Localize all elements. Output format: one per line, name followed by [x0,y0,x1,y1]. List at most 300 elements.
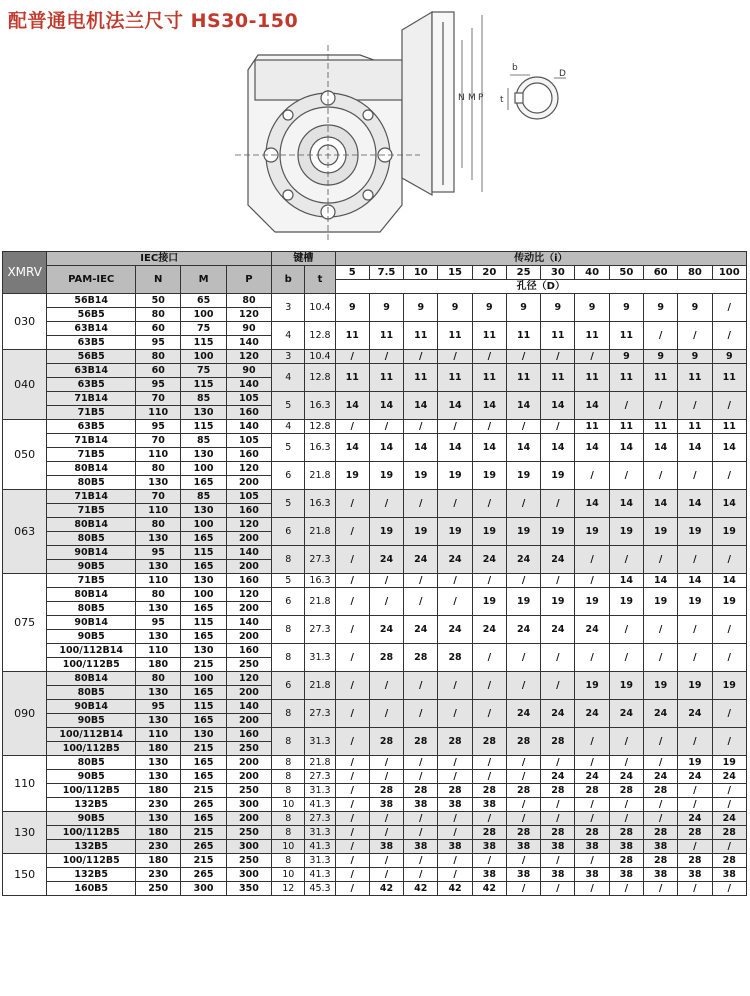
bore-cell: 24 [609,770,643,784]
header-xmrv: XMRV [3,252,47,294]
header-ratio-group: 传动比（i） [335,252,746,266]
m-cell: 265 [181,840,226,854]
bore-cell: / [712,546,746,574]
bore-cell: 19 [644,588,678,616]
table-row [3,644,747,658]
table-row [3,546,747,560]
header-m: M [181,266,226,294]
p-cell: 140 [226,616,271,630]
n-cell: 50 [136,294,181,308]
t-cell: 31.3 [305,854,335,868]
bore-cell: 28 [438,644,472,672]
bore-cell: / [609,462,643,490]
bore-cell: 14 [369,392,403,420]
bore-cell: 9 [678,294,712,322]
dim-label-n: N [458,93,465,103]
bore-cell: / [609,728,643,756]
bore-cell: / [575,546,609,574]
spec-table-body [3,294,747,896]
b-cell: 8 [272,812,305,826]
m-cell: 65 [181,294,226,308]
b-cell: 8 [272,756,305,770]
bore-cell: 9 [575,294,609,322]
bore-cell: / [335,798,369,812]
bore-cell: / [575,350,609,364]
n-cell: 95 [136,420,181,434]
bore-cell: 11 [575,322,609,350]
m-cell: 85 [181,490,226,504]
bore-cell: 14 [541,392,575,420]
bore-cell: / [438,420,472,434]
bore-cell: / [369,490,403,518]
dim-label-d: D [559,69,566,79]
bore-cell: 14 [541,434,575,462]
bore-cell: 24 [369,546,403,574]
bore-cell: 24 [678,700,712,728]
bore-cell: 11 [712,364,746,392]
bore-cell: 11 [335,364,369,392]
bore-cell: 38 [369,798,403,812]
b-cell: 12 [272,882,305,896]
bore-cell: / [644,812,678,826]
bore-cell: / [335,882,369,896]
bore-cell: / [335,644,369,672]
bore-cell: 11 [609,322,643,350]
bore-cell: / [335,826,369,840]
m-cell: 265 [181,868,226,882]
m-cell: 215 [181,854,226,868]
bore-cell: / [575,644,609,672]
table-row [3,322,747,336]
bore-cell: 24 [369,616,403,644]
m-cell: 130 [181,644,226,658]
bore-cell: 19 [404,518,438,546]
bore-cell: / [541,420,575,434]
m-cell: 165 [181,560,226,574]
m-cell: 165 [181,602,226,616]
p-cell: 160 [226,504,271,518]
bore-cell: / [335,420,369,434]
bore-cell: 9 [609,294,643,322]
b-cell: 8 [272,784,305,798]
pam-cell: 71B5 [47,406,136,420]
bore-cell: 24 [506,546,540,574]
model-cell: 075 [3,574,47,672]
bore-cell: 9 [712,350,746,364]
table-row [3,490,747,504]
bore-cell: / [506,644,540,672]
bore-cell: 28 [506,784,540,798]
b-cell: 5 [272,490,305,518]
bore-cell: 24 [575,700,609,728]
t-cell: 16.3 [305,574,335,588]
bore-cell: 28 [575,784,609,798]
bore-cell: 14 [575,490,609,518]
b-cell: 5 [272,392,305,420]
bore-cell: 38 [678,868,712,882]
bore-cell: / [404,868,438,882]
t-cell: 21.8 [305,672,335,700]
bore-cell: 19 [712,588,746,616]
table-row [3,518,747,532]
bore-cell: 38 [541,868,575,882]
bore-cell: / [472,574,506,588]
bore-cell: / [506,798,540,812]
bore-cell: 24 [575,616,609,644]
t-cell: 31.3 [305,728,335,756]
bore-cell: 28 [678,854,712,868]
m-cell: 100 [181,350,226,364]
bore-cell: / [369,756,403,770]
table-row [3,882,747,896]
p-cell: 200 [226,756,271,770]
b-cell: 8 [272,854,305,868]
n-cell: 180 [136,658,181,672]
t-cell: 21.8 [305,588,335,616]
p-cell: 90 [226,364,271,378]
table-row [3,826,747,840]
bore-cell: / [404,770,438,784]
bore-cell: 42 [404,882,438,896]
bore-cell: / [369,588,403,616]
t-cell: 41.3 [305,840,335,854]
bore-cell: 14 [472,434,506,462]
p-cell: 120 [226,462,271,476]
bore-cell: / [644,616,678,644]
t-cell: 21.8 [305,462,335,490]
n-cell: 130 [136,476,181,490]
b-cell: 8 [272,700,305,728]
bore-cell: 19 [575,588,609,616]
m-cell: 100 [181,672,226,686]
model-cell: 063 [3,490,47,574]
m-cell: 215 [181,784,226,798]
bore-cell: 11 [678,364,712,392]
dim-label-m: M [468,93,476,103]
bore-cell: 11 [712,420,746,434]
t-cell: 21.8 [305,756,335,770]
bore-cell: 19 [472,518,506,546]
pam-cell: 90B14 [47,616,136,630]
bore-cell: / [438,588,472,616]
pam-cell: 132B5 [47,798,136,812]
b-cell: 5 [272,434,305,462]
bore-cell: / [712,294,746,322]
table-row [3,812,747,826]
bore-cell: / [712,728,746,756]
t-cell: 31.3 [305,784,335,798]
p-cell: 140 [226,420,271,434]
bore-cell: 11 [472,364,506,392]
m-cell: 115 [181,700,226,714]
bore-cell: 28 [541,728,575,756]
bore-cell: 9 [438,294,472,322]
pam-cell: 100/112B5 [47,658,136,672]
p-cell: 160 [226,448,271,462]
bore-cell: / [609,644,643,672]
pam-cell: 56B14 [47,294,136,308]
header-b: b [272,266,305,294]
bore-cell: / [335,616,369,644]
bore-cell: / [472,644,506,672]
bore-cell: 28 [438,784,472,798]
bore-cell: / [438,826,472,840]
p-cell: 200 [226,560,271,574]
p-cell: 120 [226,588,271,602]
bore-cell: / [438,672,472,700]
pam-cell: 71B14 [47,392,136,406]
bore-cell: 19 [575,672,609,700]
p-cell: 140 [226,700,271,714]
pam-cell: 63B5 [47,336,136,350]
bore-cell: 19 [438,518,472,546]
n-cell: 230 [136,840,181,854]
n-cell: 130 [136,686,181,700]
bore-cell: 19 [404,462,438,490]
bore-cell: / [609,882,643,896]
b-cell: 10 [272,798,305,812]
bore-cell: 11 [404,364,438,392]
model-cell: 150 [3,854,47,896]
bore-cell: 19 [506,518,540,546]
table-row [3,840,747,854]
bore-cell: 24 [404,616,438,644]
bore-cell: / [472,770,506,784]
bore-cell: / [644,322,678,350]
bore-cell: / [404,854,438,868]
bore-cell: 14 [678,490,712,518]
bore-cell: / [404,826,438,840]
p-cell: 105 [226,392,271,406]
n-cell: 60 [136,322,181,336]
pam-cell: 90B5 [47,560,136,574]
bore-cell: 11 [644,420,678,434]
bore-cell: 38 [541,840,575,854]
bore-cell: 9 [404,294,438,322]
pam-cell: 80B14 [47,518,136,532]
header-ratio: 100 [712,266,746,280]
n-cell: 250 [136,882,181,896]
t-cell: 21.8 [305,518,335,546]
t-cell: 27.3 [305,546,335,574]
n-cell: 130 [136,560,181,574]
m-cell: 115 [181,546,226,560]
t-cell: 27.3 [305,616,335,644]
b-cell: 4 [272,364,305,392]
bore-cell: 14 [609,434,643,462]
m-cell: 100 [181,588,226,602]
model-cell: 030 [3,294,47,350]
bore-cell: / [438,700,472,728]
bore-cell: / [541,812,575,826]
bore-cell: / [404,574,438,588]
bore-cell: / [506,756,540,770]
n-cell: 130 [136,532,181,546]
bore-cell: / [712,462,746,490]
n-cell: 95 [136,546,181,560]
bore-cell: 11 [369,364,403,392]
bore-cell: / [472,350,506,364]
p-cell: 140 [226,546,271,560]
bore-cell: / [404,812,438,826]
bore-cell: 19 [506,462,540,490]
header-ratio: 80 [678,266,712,280]
m-cell: 115 [181,378,226,392]
p-cell: 300 [226,798,271,812]
b-cell: 6 [272,518,305,546]
bore-cell: 19 [678,588,712,616]
bore-cell: 42 [472,882,506,896]
bore-cell: 28 [644,854,678,868]
b-cell: 10 [272,840,305,854]
p-cell: 250 [226,854,271,868]
bore-cell: 14 [644,490,678,518]
bore-cell: / [541,854,575,868]
bore-cell: 9 [609,350,643,364]
pam-cell: 100/112B5 [47,742,136,756]
bore-cell: / [438,868,472,882]
table-row [3,868,747,882]
bore-cell: 24 [541,546,575,574]
bore-cell: / [369,770,403,784]
bore-cell: / [541,672,575,700]
bore-cell: 38 [712,868,746,882]
p-cell: 160 [226,406,271,420]
pam-cell: 63B5 [47,420,136,434]
bore-cell: 11 [541,364,575,392]
p-cell: 200 [226,532,271,546]
bore-cell: 19 [609,672,643,700]
t-cell: 12.8 [305,364,335,392]
bore-cell: / [678,616,712,644]
n-cell: 95 [136,378,181,392]
t-cell: 16.3 [305,434,335,462]
bore-cell: / [712,784,746,798]
bore-cell: 24 [472,546,506,574]
p-cell: 200 [226,476,271,490]
n-cell: 95 [136,336,181,350]
bore-cell: 38 [438,798,472,812]
bore-cell: / [335,588,369,616]
table-row [3,854,747,868]
n-cell: 130 [136,756,181,770]
bore-cell: / [575,728,609,756]
bore-cell: 14 [712,434,746,462]
bore-cell: 28 [506,826,540,840]
bore-cell: 14 [404,392,438,420]
bore-cell: / [472,490,506,518]
bore-cell: / [335,854,369,868]
table-row [3,784,747,798]
p-cell: 160 [226,644,271,658]
m-cell: 130 [181,574,226,588]
t-cell: 41.3 [305,798,335,812]
model-cell: 130 [3,812,47,854]
header-ratio: 60 [644,266,678,280]
header-pam: PAM-IEC [47,266,136,294]
p-cell: 200 [226,714,271,728]
bore-cell: / [712,616,746,644]
bore-cell: 38 [575,868,609,882]
header-t: t [305,266,335,294]
bore-cell: 14 [438,392,472,420]
b-cell: 3 [272,350,305,364]
bore-cell: 38 [644,868,678,882]
n-cell: 180 [136,854,181,868]
m-cell: 75 [181,322,226,336]
t-cell: 12.8 [305,322,335,350]
bore-cell: / [609,392,643,420]
bore-cell: 19 [472,462,506,490]
table-row [3,616,747,630]
bore-cell: / [335,728,369,756]
b-cell: 8 [272,770,305,784]
bore-cell: / [335,672,369,700]
pam-cell: 90B5 [47,770,136,784]
bore-cell: 28 [609,784,643,798]
m-cell: 165 [181,532,226,546]
bore-cell: / [506,350,540,364]
bore-cell: / [678,392,712,420]
dim-label-b: b [512,63,518,73]
table-row [3,462,747,476]
b-cell: 8 [272,644,305,672]
header-ratio: 5 [335,266,369,280]
bore-cell: 38 [438,840,472,854]
m-cell: 215 [181,658,226,672]
bore-cell: / [369,672,403,700]
pam-cell: 100/112B5 [47,784,136,798]
bore-cell: / [369,350,403,364]
bore-cell: / [506,574,540,588]
bore-cell: 19 [541,518,575,546]
p-cell: 300 [226,840,271,854]
bore-cell: 14 [644,434,678,462]
bore-cell: 28 [369,728,403,756]
bore-cell: 14 [609,490,643,518]
b-cell: 10 [272,868,305,882]
bore-cell: / [678,798,712,812]
table-row [3,574,747,588]
t-cell: 16.3 [305,490,335,518]
m-cell: 215 [181,742,226,756]
bore-cell: / [506,882,540,896]
dim-label-p: P [478,93,484,103]
n-cell: 60 [136,364,181,378]
m-cell: 215 [181,826,226,840]
bore-cell: 24 [438,546,472,574]
bore-cell: / [644,392,678,420]
bore-cell: 24 [506,700,540,728]
bore-cell: 9 [506,294,540,322]
bore-cell: / [369,826,403,840]
bore-cell: 24 [644,700,678,728]
table-row [3,392,747,406]
m-cell: 165 [181,630,226,644]
bore-cell: 19 [609,518,643,546]
b-cell: 4 [272,420,305,434]
t-cell: 27.3 [305,812,335,826]
bore-cell: 19 [472,588,506,616]
p-cell: 250 [226,658,271,672]
b-cell: 8 [272,728,305,756]
bore-cell: / [404,588,438,616]
bore-cell: 28 [609,826,643,840]
bore-cell: 11 [541,322,575,350]
header-ratio: 25 [506,266,540,280]
m-cell: 165 [181,812,226,826]
header-ratio: 20 [472,266,506,280]
